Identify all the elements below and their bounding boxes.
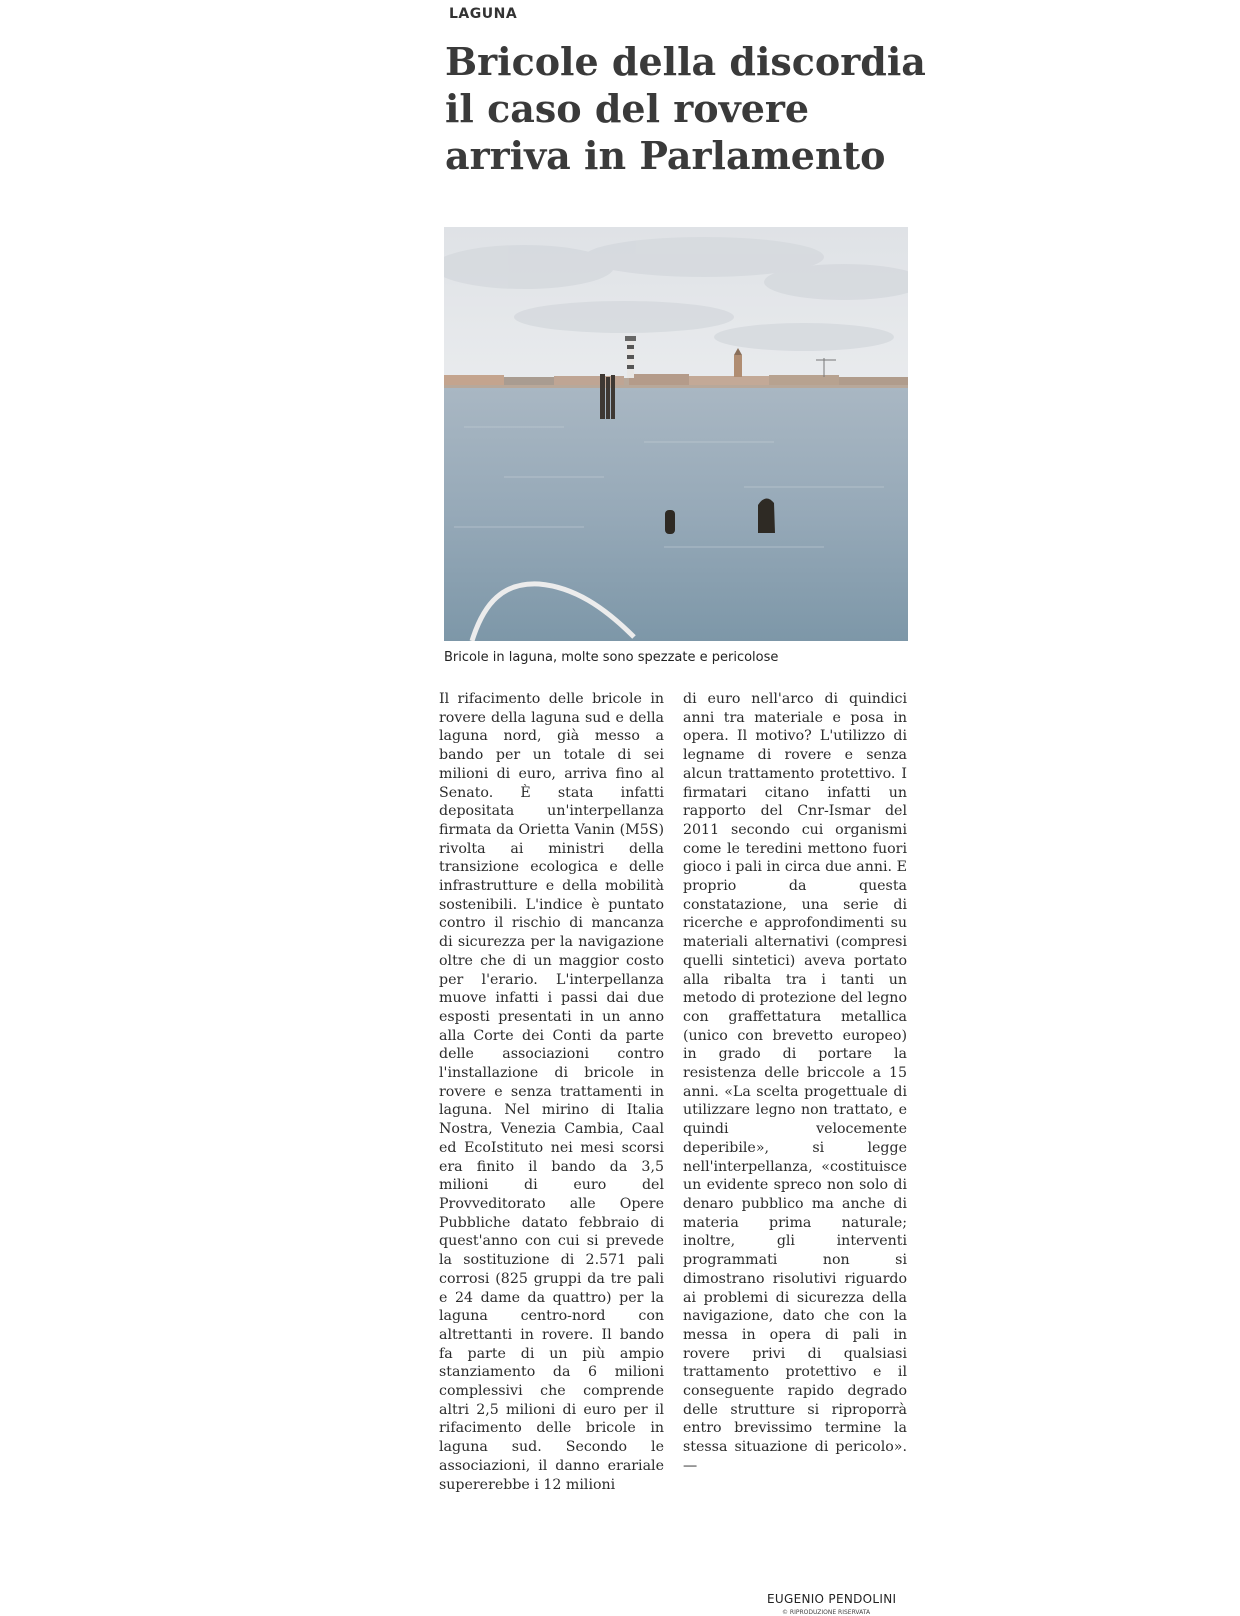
article-text-col1: Il rifacimento delle bricole in rovere della laguna sud e della laguna nord, già messo a bando per un totale di sei milioni di euro, arriva fino al Senato. È stata infatti depositata un'interpellanza firmata da Orietta Vanin (M5S) rivolta ai ministri della transizione ecologica e delle infrastrutture e della mobilità sostenibili. L'indice è puntato contro il rischio di mancanza di sicurezza per la navigazione oltre che di un maggior costo per l'erario. L'interpellanza muove infatti i passi dai due esposti presentati in un anno alla Corte dei Conti da parte delle associazioni contro l'installazione di bricole in rovere e senza trattamenti in laguna. Nel mirino di Italia Nostra, Venezia Cambia, Caal ed EcoIstituto nei mesi scorsi era finito il bando da 3,5 milioni di euro del Provveditorato alle Opere Pubbliche datato febbraio di quest'anno con cui si prevede la sostituzione di 2.571 pali corrosi (825 gruppi da tre pali e 24 dame da quattro) per la laguna centro-nord con altrettanti in rovere. Il bando fa parte di un più ampio stanziamento da 6 milioni complessivi che comprende altri 2,5 milioni di euro per il rifacimento delle bricole in laguna sud. Secondo le associazioni, il danno erariale supererebbe i 12 milioni — [439, 691, 664, 1493]
headline-line-1: Bricole della discordia — [445, 39, 926, 84]
bricola-posts-distant — [600, 374, 615, 419]
headline-line-2: il caso del rovere — [445, 86, 810, 131]
article-column-1 — [439, 690, 664, 1494]
photo-caption: Bricole in laguna, molte sono spezzate e pericolose — [444, 650, 779, 665]
lagoon-photo — [444, 227, 908, 641]
author-byline: EUGENIO PENDOLINI — [767, 1592, 897, 1606]
water — [444, 388, 908, 641]
headline — [445, 38, 925, 179]
headline-line-3: arriva in Parlamento — [445, 133, 886, 178]
section-label: LAGUNA — [449, 6, 518, 22]
article-column-2 — [683, 690, 907, 1476]
article-text-col2: di euro nell'arco di quindici anni tra materiale e posa in opera. Il motivo? L'utilizzo di legname di rovere e senza alcun trattamento protettivo. I firmatari citano infatti un rapporto del Cnr-Ismar del 2011 secondo cui organismi come le teredini mettono fuori gioco i pali in circa due anni. E proprio da questa constatazione, una serie di ricerche e approfondimenti su materiali alternativi (compresi quelli sintetici) aveva portato alla ribalta tra i tanti un metodo di protezione del legno con graffettatura metallica (unico con brevetto europeo) in grado di portare la resistenza delle briccole a 15 anni. «La scelta progettuale di utilizzare legno non trattato, e quindi velocemente deperibile», si legge nell'interpellanza, «costituisce un evidente spreco non solo di denaro pubblico ma anche di materia prima naturale; inoltre, gli interventi programmati non si dimostrano risolutivi riguardo ai problemi di sicurezza della navigazione, dato che con la messa in opera di pali in rovere privi di qualsiasi trattamento protettivo e il conseguente rapido degrado delle strutture si riproporrà entro brevissimo termine la stessa situazione di pericolo». — — [683, 691, 907, 1474]
copyright-notice: © RIPRODUZIONE RISERVATA — [782, 1609, 871, 1616]
